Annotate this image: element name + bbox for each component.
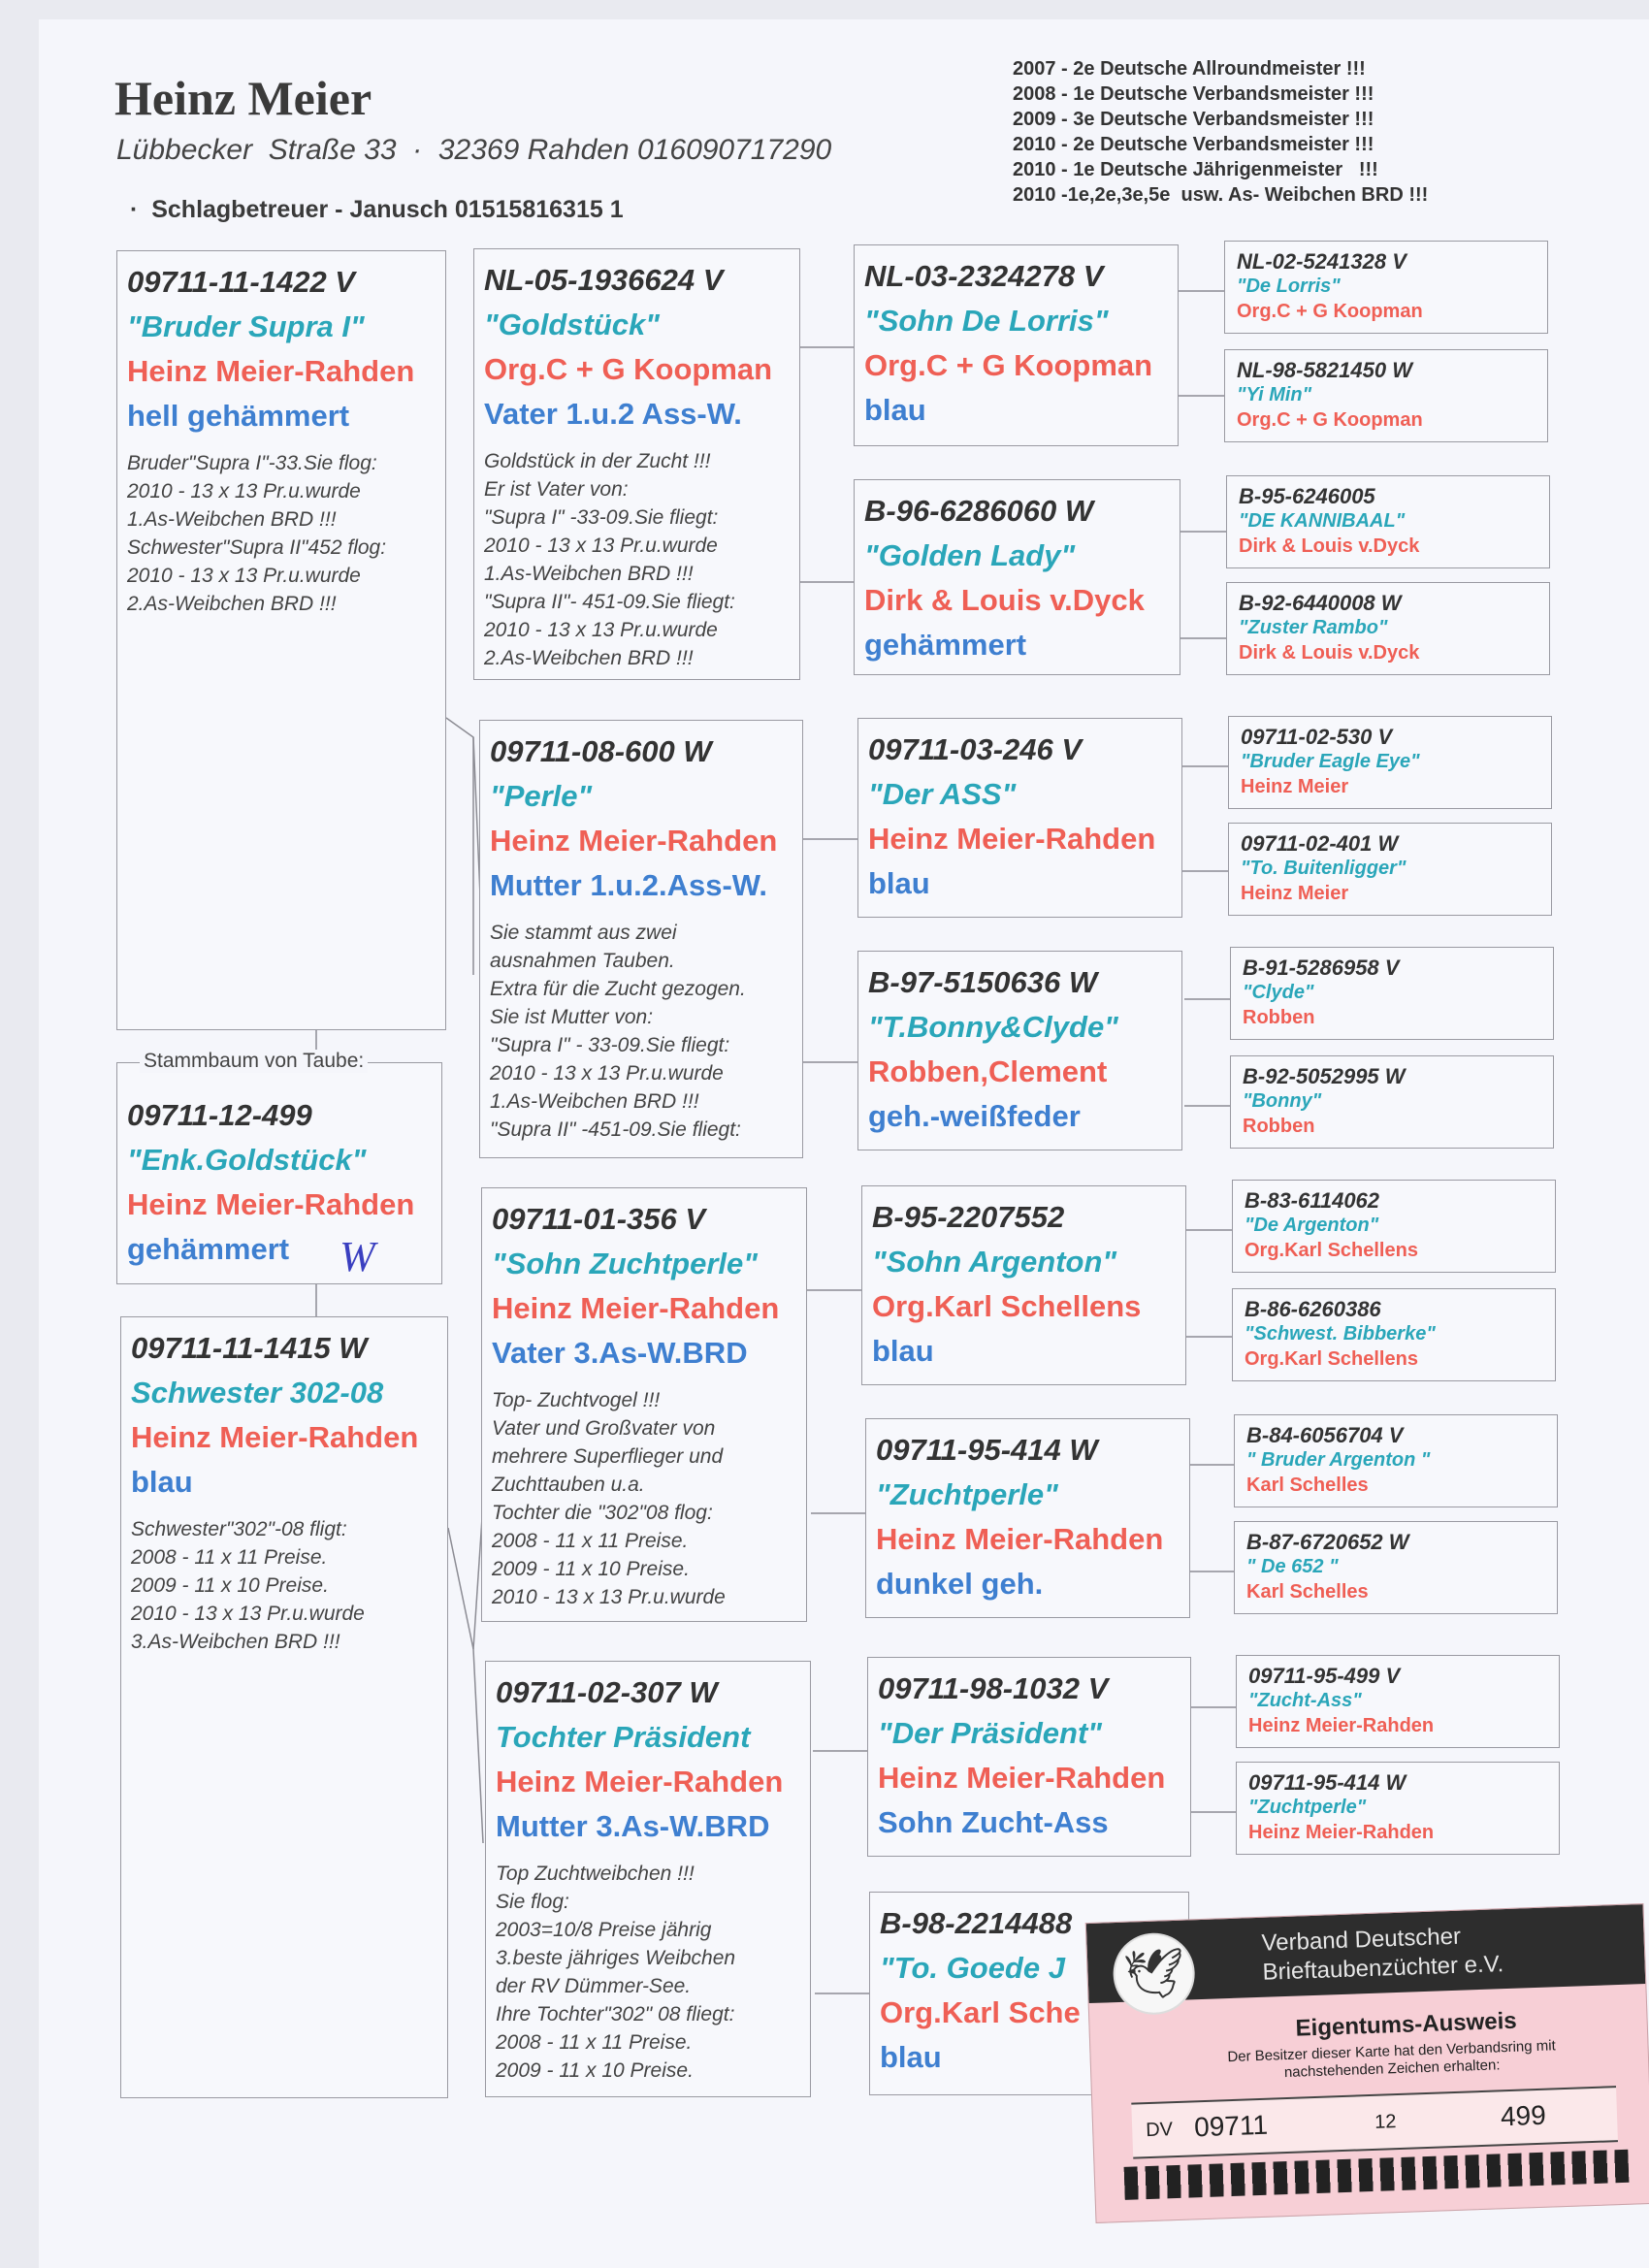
gen4-card bbox=[1230, 947, 1554, 1040]
pigeon-name: "Yi Min" bbox=[1237, 384, 1312, 405]
sex-mark: W bbox=[340, 1233, 375, 1280]
ring-number: 09711-11-1422 V bbox=[127, 265, 355, 299]
pigeon-color: Mutter 3.As-W.BRD bbox=[496, 1809, 770, 1843]
ring-number: B-98-2214488 bbox=[880, 1906, 1073, 1940]
pigeon-name: "Perle" bbox=[490, 779, 593, 813]
pigeon-owner: Dirk & Louis v.Dyck bbox=[864, 583, 1145, 617]
pigeon-color: Vater 1.u.2 Ass-W. bbox=[484, 397, 742, 431]
pigeon-name: "Zuchtperle" bbox=[1248, 1797, 1367, 1818]
pigeon-name: "To. Goede J bbox=[880, 1951, 1065, 1985]
card-subtitle: Der Besitzer dieser Karte hat den Verbandsring mit nachstehenden Zeichen erhalten: bbox=[1227, 2037, 1557, 2082]
great-grandparent-card bbox=[865, 1418, 1190, 1618]
dove-logo-icon: 🕊 bbox=[1112, 1931, 1196, 2016]
achievement: 2008 - 1e Deutsche Verbandsmeister !!! bbox=[1013, 83, 1374, 105]
pigeon-name: "Clyde" bbox=[1243, 982, 1314, 1003]
pigeon-owner: Heinz Meier-Rahden bbox=[496, 1765, 784, 1798]
ring-number: 09711-12-499 bbox=[127, 1098, 312, 1132]
pigeon-name: "Zuchtperle" bbox=[876, 1477, 1058, 1511]
gen4-card bbox=[1224, 349, 1548, 442]
achievement: 2010 - 2e Deutsche Verbandsmeister !!! bbox=[1013, 134, 1374, 155]
pigeon-owner: Org.Karl Schellens bbox=[1245, 1240, 1418, 1261]
card-title: Eigentums-Ausweis bbox=[1295, 2007, 1518, 2042]
pigeon-owner: Heinz Meier-Rahden bbox=[1248, 1822, 1435, 1843]
pigeon-owner: Karl Schelles bbox=[1246, 1474, 1369, 1496]
ring-number: 09711-02-307 W bbox=[496, 1675, 718, 1709]
pigeon-name: "T.Bonny&Clyde" bbox=[868, 1010, 1118, 1044]
ring-number: NL-98-5821450 W bbox=[1237, 358, 1412, 382]
pigeon-owner: Heinz Meier-Rahden bbox=[127, 354, 415, 388]
pigeon-notes: Top Zuchtweibchen !!! Sie flog: 2003=10/8 Preise jährig 3.beste jähriges Weibchen der RV Dümmer-See. Ihre Tochter"302" 08 fliegt: 2008 - 11 x 11 Preise. 2009 - 11 x 10 Preise. bbox=[496, 1863, 736, 2082]
grandparent-card bbox=[479, 720, 803, 1158]
pigeon-color: gehämmert bbox=[864, 628, 1027, 662]
gen4-card bbox=[1228, 823, 1552, 916]
pigeon-owner: Org.Karl Schellens bbox=[872, 1289, 1142, 1323]
ring-number: 09711-03-246 V bbox=[868, 732, 1083, 766]
pigeon-owner: Heinz Meier-Rahden bbox=[127, 1187, 415, 1221]
pigeon-notes: Top- Zuchtvogel !!! Vater und Großvater von mehrere Superflieger und Zuchttauben u.a. Tochter die "302"08 flog: 2008 - 11 x 11 Preise. 2009 - 11 x 10 Preise. 2010 - 13 x 13 Pr.u.wurde bbox=[492, 1389, 726, 1608]
ring-number: 09711-95-499 V bbox=[1248, 1664, 1401, 1688]
pigeon-owner: Heinz Meier bbox=[1241, 776, 1349, 797]
gen4-card bbox=[1234, 1521, 1558, 1614]
achievement: 2010 -1e,2e,3e,5e usw. As- Weibchen BRD !!! bbox=[1013, 184, 1429, 206]
pigeon-color: blau bbox=[880, 2040, 942, 2074]
pigeon-color: blau bbox=[872, 1334, 934, 1368]
great-grandparent-card bbox=[857, 718, 1182, 918]
pigeon-owner: Org.Karl Sche bbox=[880, 1995, 1081, 2029]
pigeon-owner: Robben bbox=[1243, 1007, 1315, 1028]
gen4-card bbox=[1226, 475, 1550, 568]
pigeon-owner: Heinz Meier-Rahden bbox=[1248, 1715, 1435, 1736]
pigeon-name: "Schwest. Bibberke" bbox=[1245, 1323, 1436, 1345]
pigeon-name: " Bruder Argenton " bbox=[1246, 1449, 1431, 1471]
pigeon-owner: Org.Karl Schellens bbox=[1245, 1348, 1418, 1370]
ring-number: NL-05-1936624 V bbox=[484, 263, 724, 297]
ring-number: B-97-5150636 W bbox=[868, 965, 1098, 999]
pigeon-owner: Heinz Meier bbox=[1241, 883, 1349, 904]
ring-number: B-91-5286958 V bbox=[1243, 956, 1400, 980]
pigeon-owner: Heinz Meier-Rahden bbox=[490, 824, 778, 858]
ring-number: 09711-01-356 V bbox=[492, 1202, 706, 1236]
achievement: 2009 - 3e Deutsche Verbandsmeister !!! bbox=[1013, 109, 1374, 130]
pigeon-owner: Heinz Meier-Rahden bbox=[868, 822, 1156, 856]
pigeon-name: "Zuster Rambo" bbox=[1239, 617, 1388, 638]
pigeon-name: "DE KANNIBAAL" bbox=[1239, 510, 1406, 532]
card-organization: Verband Deutscher Brieftaubenzüchter e.V. bbox=[1261, 1923, 1504, 1986]
ownership-card bbox=[1085, 1903, 1649, 2223]
ring-number: 09711-95-414 W bbox=[876, 1433, 1098, 1467]
ring-number: 09711-08-600 W bbox=[490, 734, 712, 768]
pigeon-owner: Dirk & Louis v.Dyck bbox=[1239, 642, 1420, 664]
pigeon-color: Mutter 1.u.2.Ass-W. bbox=[490, 868, 767, 902]
breeder-name: Heinz Meier bbox=[114, 71, 372, 125]
ring-number: NL-03-2324278 V bbox=[864, 259, 1104, 293]
grandparent-card bbox=[485, 1661, 811, 2097]
pigeon-color: gehämmert bbox=[127, 1232, 290, 1266]
card-pattern-band bbox=[1124, 2150, 1630, 2200]
pigeon-owner: Heinz Meier-Rahden bbox=[492, 1291, 780, 1325]
great-grandparent-card bbox=[867, 1657, 1191, 1857]
pigeon-owner: Org.C + G Koopman bbox=[1237, 301, 1423, 322]
ring-number: B-96-6286060 W bbox=[864, 494, 1094, 528]
pigeon-name: "To. Buitenligger" bbox=[1241, 858, 1406, 879]
ring-number: B-92-6440008 W bbox=[1239, 591, 1402, 615]
ring-number: B-95-6246005 bbox=[1239, 484, 1375, 508]
pigeon-name: "Sohn Argenton" bbox=[872, 1245, 1117, 1279]
pigeon-name: Schwester 302-08 bbox=[131, 1376, 384, 1409]
pigeon-owner: Heinz Meier-Rahden bbox=[878, 1761, 1166, 1795]
ring-number: 09711-02-530 V bbox=[1241, 725, 1393, 749]
great-grandparent-card bbox=[857, 951, 1182, 1150]
pigeon-name: "Der ASS" bbox=[868, 777, 1017, 811]
ring-club: 09711 bbox=[1193, 2109, 1269, 2143]
pigeon-name: "Goldstück" bbox=[484, 308, 660, 341]
pigeon-notes: Schwester"302"-08 fligt: 2008 - 11 x 11 Preise. 2009 - 11 x 10 Preise. 2010 - 13 x 13 Pr.u.wurde 3.As-Weibchen BRD !!! bbox=[131, 1518, 365, 1653]
pigeon-owner: Org.C + G Koopman bbox=[864, 348, 1153, 382]
ring-number: 09711-98-1032 V bbox=[878, 1671, 1109, 1705]
pigeon-owner: Org.C + G Koopman bbox=[484, 352, 773, 386]
gen4-card bbox=[1232, 1180, 1556, 1273]
gen4-card bbox=[1236, 1762, 1560, 1855]
pigeon-color: Sohn Zucht-Ass bbox=[878, 1805, 1109, 1839]
loft-caretaker: · Schlagbetreuer - Janusch 01515816315 1 bbox=[130, 196, 624, 223]
pigeon-color: hell gehämmert bbox=[127, 399, 350, 433]
ring-code bbox=[1131, 2086, 1618, 2158]
mother-card bbox=[120, 1316, 448, 2098]
pigeon-name: " De 652 " bbox=[1246, 1556, 1339, 1577]
gen4-card bbox=[1228, 716, 1552, 809]
pigeon-name: "De Argenton" bbox=[1245, 1215, 1379, 1236]
pigeon-notes: Bruder"Supra I"-33.Sie flog: 2010 - 13 x 13 Pr.u.wurde 1.As-Weibchen BRD !!! Schwester"Supra II"452 flog: 2010 - 13 x 13 Pr.u.wurde 2.As-Weibchen BRD !!! bbox=[127, 452, 387, 615]
ring-number: 499 bbox=[1500, 2099, 1547, 2132]
pigeon-name: "Bruder Supra I" bbox=[127, 309, 365, 343]
ring-number: 09711-95-414 W bbox=[1248, 1770, 1406, 1795]
ring-number: B-95-2207552 bbox=[872, 1200, 1065, 1234]
breeder-address: Lübbecker Straße 33 · 32369 Rahden 016090717290 bbox=[116, 134, 832, 166]
card-header bbox=[1086, 1904, 1646, 2003]
pigeon-owner: Org.C + G Koopman bbox=[1237, 409, 1423, 431]
ring-number: B-83-6114062 bbox=[1245, 1188, 1380, 1213]
pigeon-name: "Bruder Eagle Eye" bbox=[1241, 751, 1420, 772]
gen4-card bbox=[1234, 1414, 1558, 1507]
pigeon-name: "Golden Lady" bbox=[864, 538, 1076, 572]
pigeon-name: "Bonny" bbox=[1243, 1090, 1322, 1112]
pigeon-name: "Enk.Goldstück" bbox=[127, 1143, 367, 1177]
pigeon-owner: Heinz Meier-Rahden bbox=[131, 1420, 419, 1454]
pigeon-color: blau bbox=[864, 393, 926, 427]
great-grandparent-card bbox=[861, 1185, 1186, 1385]
ring-number: B-92-5052995 W bbox=[1243, 1064, 1406, 1088]
ring-number: B-84-6056704 V bbox=[1246, 1423, 1404, 1447]
ring-year: 12 bbox=[1374, 2111, 1397, 2133]
subject-card bbox=[116, 1062, 442, 1284]
pigeon-owner: Robben bbox=[1243, 1116, 1315, 1137]
gen4-card bbox=[1226, 582, 1550, 675]
grandparent-card bbox=[473, 248, 800, 680]
ring-number: 09711-02-401 W bbox=[1241, 831, 1399, 856]
pigeon-color: geh.-weißfeder bbox=[868, 1099, 1081, 1133]
pigeon-color: blau bbox=[131, 1465, 193, 1499]
pigeon-owner: Heinz Meier-Rahden bbox=[876, 1522, 1164, 1556]
pigeon-name: "Sohn De Lorris" bbox=[864, 304, 1109, 338]
ring-number: NL-02-5241328 V bbox=[1237, 249, 1406, 274]
grandparent-card bbox=[481, 1187, 807, 1622]
pigeon-name: "Zucht-Ass" bbox=[1248, 1690, 1362, 1711]
pigeon-notes: Sie stammt aus zwei ausnahmen Tauben. Extra für die Zucht gezogen. Sie ist Mutter von: "Supra I" - 33-09.Sie fliegt: 2010 - 13 x 13 Pr.u.wurde 1.As-Weibchen BRD !!! "Supra II" -451-09.Sie fliegt: bbox=[490, 922, 746, 1141]
pigeon-name: "Der Präsident" bbox=[878, 1716, 1102, 1750]
pigeon-name: Tochter Präsident bbox=[496, 1720, 751, 1754]
pigeon-owner: Robben,Clement bbox=[868, 1054, 1108, 1088]
pigeon-owner: Dirk & Louis v.Dyck bbox=[1239, 535, 1420, 557]
pigeon-notes: Goldstück in der Zucht !!! Er ist Vater von: "Supra I" -33-09.Sie fliegt: 2010 - 13 x 13 Pr.u.wurde 1.As-Weibchen BRD !!! "Supra II"- 451-09.Sie fliegt: 2010 - 13 x 13 Pr.u.wurde 2.As-Weibchen BRD !!! bbox=[484, 450, 735, 669]
pigeon-name: "De Lorris" bbox=[1237, 275, 1341, 297]
ring-number: B-86-6260386 bbox=[1245, 1297, 1381, 1321]
gen4-card bbox=[1232, 1288, 1556, 1381]
gen4-card bbox=[1224, 241, 1548, 334]
pigeon-name: "Sohn Zuchtperle" bbox=[492, 1247, 758, 1280]
great-grandparent-card bbox=[854, 244, 1179, 446]
ring-number: 09711-11-1415 W bbox=[131, 1331, 368, 1365]
ring-number: B-87-6720652 W bbox=[1246, 1530, 1409, 1554]
achievement: 2010 - 1e Deutsche Jährigenmeister !!! bbox=[1013, 159, 1378, 180]
pigeon-owner: Karl Schelles bbox=[1246, 1581, 1369, 1603]
pigeon-color: Vater 3.As-W.BRD bbox=[492, 1336, 748, 1370]
pigeon-color: blau bbox=[868, 866, 930, 900]
ring-prefix: DV bbox=[1145, 2119, 1174, 2142]
pigeon-color: dunkel geh. bbox=[876, 1567, 1044, 1601]
father-card bbox=[116, 250, 446, 1030]
achievement: 2007 - 2e Deutsche Allroundmeister !!! bbox=[1013, 58, 1366, 80]
gen4-card bbox=[1230, 1055, 1554, 1149]
gen4-card bbox=[1236, 1655, 1560, 1748]
pedigree-label: Stammbaum von Taube: bbox=[140, 1050, 368, 1073]
great-grandparent-card bbox=[854, 479, 1180, 675]
